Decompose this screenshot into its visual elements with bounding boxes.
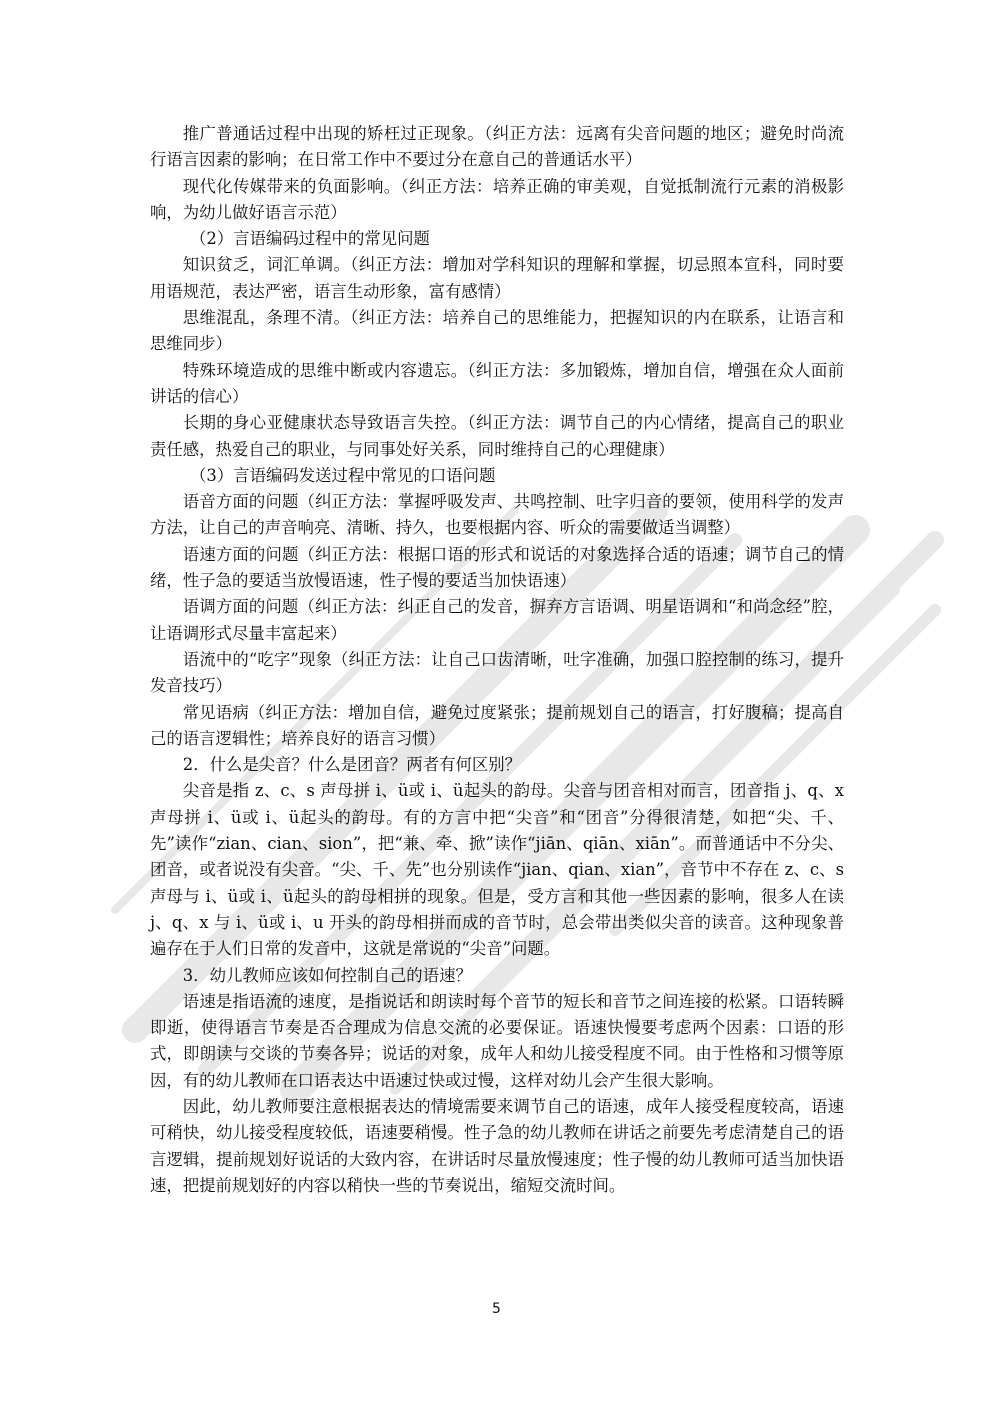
paragraph: 常见语病（纠正方法：增加自信，避免过度紧张；提前规划自己的语言，打好腹稿；提高自己的语言逻辑性；培养良好的语言习惯） (150, 702, 844, 748)
paragraph: 语流中的“吃字”现象（纠正方法：让自己口齿清晰，吐字准确，加强口腔控制的练习，提升发音技巧） (150, 649, 844, 696)
paragraph: 语速方面的问题（纠正方法：根据口语的形式和说话的对象选择合适的语速；调节自己的情绪，性子急的要适当放慢语速，性子慢的要适当加快语速） (150, 544, 844, 591)
question-heading: 2．什么是尖音？什么是团音？两者有何区别？ (182, 755, 522, 775)
paragraph: 语速是指语流的速度，是指说话和朗读时每个音节的短长和音节之间连接的松紧。口语转瞬即逝，使得语言节奏是否合理成为信息交流的必要保证。语速快慢要考虑两个因素：口语的形式，即朗读与交谈的节奏各异；说话的对象，成年人和幼儿接受程度不同。由于性格和习惯等原因，有的幼儿教师在口语表达中语速过快或过慢，这样对幼儿会产生很大影响。 (150, 991, 844, 1090)
paragraph: 长期的身心亚健康状态导致语言失控。（纠正方法：调节自己的内心情绪，提高自己的职业责任感，热爱自己的职业，与同事处好关系，同时维持自己的心理健康） (150, 413, 844, 459)
paragraph: 知识贫乏，词汇单调。（纠正方法：增加对学科知识的理解和掌握，切忌照本宣科，同时要用语规范，表达严密，语言生动形象，富有感情） (150, 255, 844, 301)
paragraph: 尖音是指 z、c、s 声母拼 i、ü或 i、ü起头的韵母。尖音与团音相对而言，团音指 j、q、x 声母拼 i、ü或 i、ü起头的韵母。有的方言中把“尖音”和“团音”分得很清楚，如把“尖、千、先”读作“zian、cian、sion”，把“兼、牵、掀”读作“jiān、qiān、xiān”。而普通话中不分尖、团音，或者说没有尖音。“尖、千、先”也分别读作“jian、qian、xian”，音节中不存在 z、c、s 声母与 i、ü或 i、ü起头的韵母相拼的现象。但是，受方言和其他一些因素的影响，很多人在读 j、q、x 与 i、ü或 i、u 开头的韵母相拼而成的音节时，总会带出类似尖音的读音。这种现象普遍存在于人们日常的发音中，这就是常说的“尖音”问题。 (150, 781, 844, 959)
body-text (150, 121, 844, 1199)
paragraph: 推广普通话过程中出现的矫枉过正现象。（纠正方法：远离有尖音问题的地区；避免时尚流行语言因素的影响；在日常工作中不要过分在意自己的普通话水平） (150, 124, 844, 170)
page-number: 5 (492, 1301, 501, 1317)
paragraph: 因此，幼儿教师要注意根据表达的情境需要来调节自己的语速，成年人接受程度较高，语速可稍快，幼儿接受程度较低，语速要稍慢。性子急的幼儿教师在讲话之前要先考虑清楚自己的语言逻辑，提前规划好说话的大致内容，在讲话时尽量放慢速度；性子慢的幼儿教师可适当加快语速，把提前规划好的内容以稍快一些的节奏说出，缩短交流时间。 (150, 1096, 844, 1195)
paragraph: 语音方面的问题（纠正方法：掌握呼吸发声、共鸣控制、吐字归音的要领，使用科学的发声方法，让自己的声音响亮、清晰、持久，也要根据内容、听众的需要做适当调整） (150, 492, 844, 538)
section-subheading: （2）言语编码过程中的常见问题 (190, 229, 430, 249)
paragraph: 现代化传媒带来的负面影响。（纠正方法：培养正确的审美观，自觉抵制流行元素的消极影响，为幼儿做好语言示范） (150, 176, 844, 222)
paragraph: 思维混乱，条理不清。（纠正方法：培养自己的思维能力，把握知识的内在联系，让语言和思维同步） (150, 308, 844, 354)
section-subheading: （3）言语编码发送过程中常见的口语问题 (190, 465, 496, 485)
question-heading: 3．幼儿教师应该如何控制自己的语速？ (182, 965, 472, 985)
paragraph: 语调方面的问题（纠正方法：纠正自己的发音，摒弃方言语调、明星语调和“和尚念经”腔，让语调形式尽量丰富起来） (150, 597, 844, 643)
paragraph: 特殊环境造成的思维中断或内容遗忘。（纠正方法：多加锻炼，增加自信，增强在众人面前讲话的信心） (150, 360, 844, 406)
